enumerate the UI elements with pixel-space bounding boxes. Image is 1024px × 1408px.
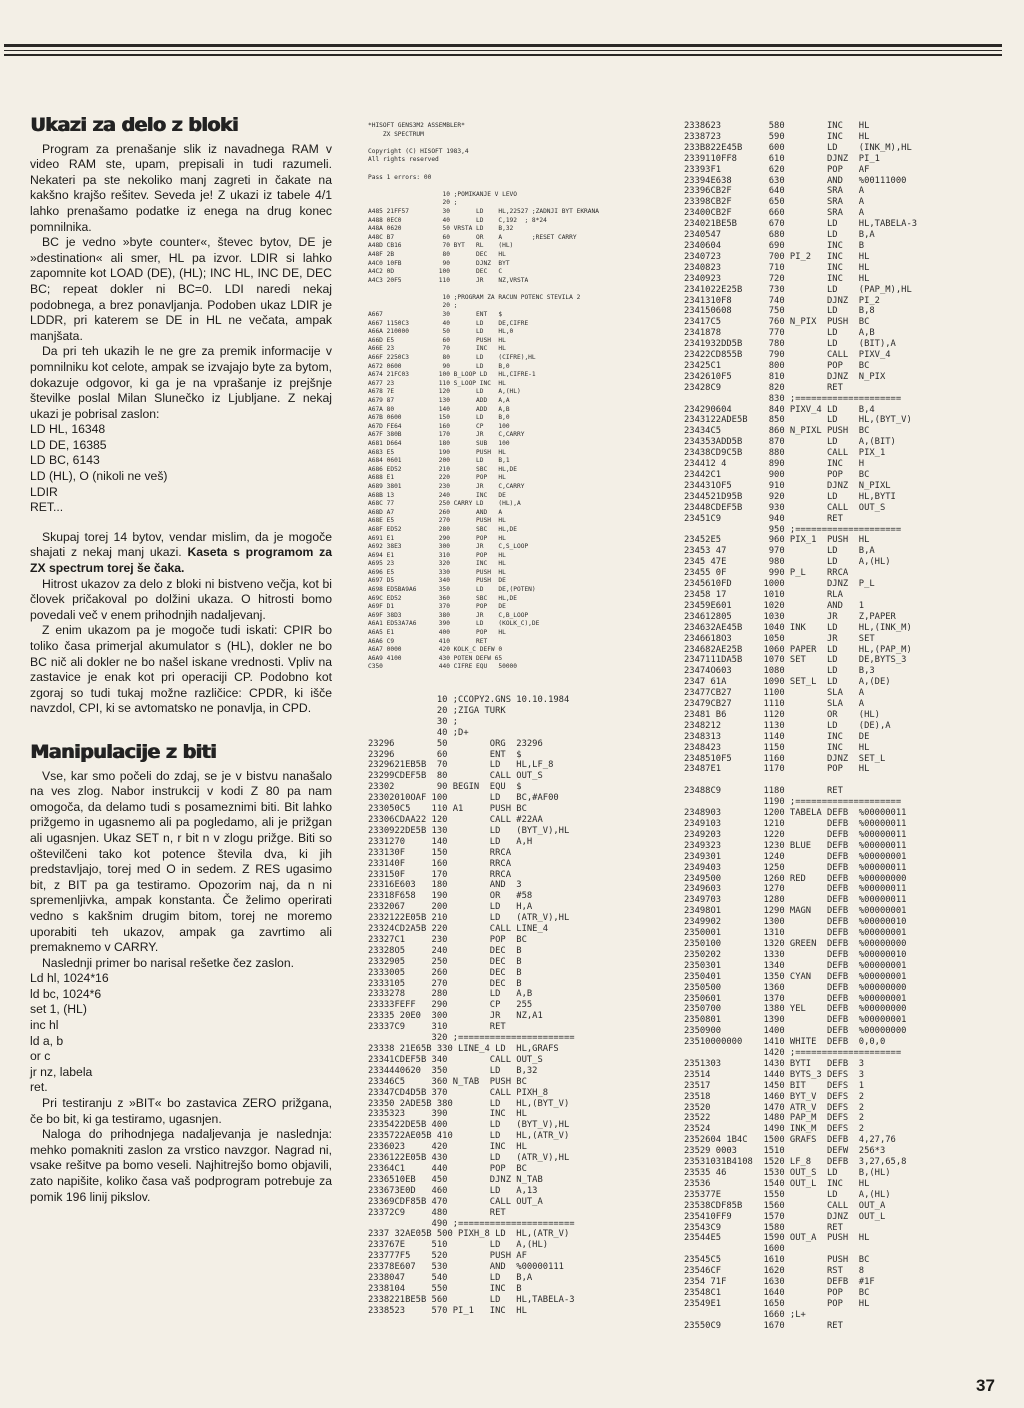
code-line: or c	[30, 1049, 51, 1064]
paragraph: Vse, kar smo počeli do zdaj, se je v bistvu nanašalo na ves zlog. Nabor instrukcij v kodi Z 80 pa nam omogoča, da delamo tudi s posameznimi biti. Bit lahko prižgemo in ugasnemo ali pa pogledamo, ali je prižgan ali ugasnjen. Ukaz SET n, r bit n v zlogu prižge. Biti so oštevilčeni tako kot potence števila dva, ki jih predstavljajo, torej med O in sedem. Z RES ugasimo bit, z BIT pa ga testiramo. Opozorim naj, da n ni spremenljivka, ampak konstanta. Če želimo operirati vedno s kakšnim drugim bitom, torej ne moremo uporabiti teh ukazov, ampak ga zavrtimo ali premaknemo v CARRY.	[30, 768, 332, 955]
article-column	[30, 114, 333, 1205]
paragraph: Z enim ukazom pa je mogoče tudi iskati: CPIR bo toliko časa primerjal akumulator s (HL), dokler ne bo BC nič ali dokler ne bo našel iskane vrednosti. Vpliv na zastavice je enak kot pri operaciji CP. Podobno kot zgoraj so tudi tukaj možne različice: CPDR, ki išče navzdol, CPI, ki se avtomatsko ne ponavlja, in CPD.	[30, 623, 332, 716]
paragraph	[30, 530, 332, 577]
paragraph-text: Skupaj torej 14 bytov, vendar mislim, da je mogoče shajati z nekaj manj ukazi.	[30, 529, 332, 560]
code-line: ld bc, 1024*6	[30, 986, 102, 1001]
code-line: LD BC, 6143	[30, 453, 100, 468]
paragraph: Program za prenašanje slik iz navadnega RAM v video RAM ste, upam, prepisali in tudi razumeli. Nekateri pa ste nekoliko manj zagreti in čakate na kakšno krajšo rešitev. Seveda je! Z ukazi iz tabele 4/1 lahko prenašamo podatke iz enega na drug konec pomnilnika.	[30, 141, 332, 234]
page-number: 37	[976, 1376, 995, 1395]
paragraph: BC je vedno »byte counter«, števec bytov, DE je »destination« ali smer, HL pa izvor. LDIR si lahko zapomnite kot LOAD (DE), (HL); INC HL, INC DE, DEC BC; repeat dokler ni BC=0. LDI naredi nekaj podobnega, a brez ponavljanja. Podoben ukaz LDIR je LDDR, pri katerem se DE in HL ne večata, ampak manjšata.	[30, 235, 332, 343]
code-line: inc hl	[30, 1018, 59, 1033]
assembler-listing-2: 10 ;CCOPY2.GNS 10.10.1984 20 ;ZIGA TURK 30 ; 40 ;D+ 23296 50 ORG 23296 23296 60 ENT $ 2329621EB5B 70 LD HL,LF_8 23299CDEF5B 80 CALL OUT_S 23302 90 BEGIN EQU $ 23302010OAF 100 LD BC,#AF00 233050C5 110 A1 PUSH BC 23306CDAA22 120 CALL #22AA 2330922DE5B 130 LD (BYT_V),HL 2331270 140 LD A,H 233130F 150 RRCA 233140F 160 RRCA 233150F 170 RRCA 23316E603 180 AND 3 23318F658 190 OR #58 2332067 200 LD H,A 2332122E05B 210 LD (ATR_V),HL 23324CD2A5B 220 CALL LINE_4 23327C1 230 POP BC 23328O5 240 DEC B 2332905 250 DEC B 2333005 260 DEC B 2333105 270 DEC B 2333278 280 LD A,B 23333FEFF 290 CP 255 23335 20E0 300 JR NZ,A1 23337C9 310 RET 320 ;====================== 23338 21E65B 330 LINE_4 LD HL,GRAFS 23341CDEF5B 340 CALL OUT_S 2334440620 350 LD B,32 23346C5 360 N_TAB PUSH BC 23347CD4D5B 370 CALL PIXH_8 23350 2ADE5B 380 LD HL,(BYT_V) 2335323 390 INC HL 2335422DE5B 400 LD (BYT_V),HL 2335722AE05B 410 LD HL,(ATR_V) 2336023 420 INC HL 2336122E05B 430 LD (ATR_V),HL 23364C1 440 POP BC 2336510EB 450 DJNZ N_TAB 233673E0D 460 LD A,13 23369CDF85B 470 CALL OUT_A 23372C9 480 RET 490 ;====================== 2337 32AE05B 500 PIXH_8 LD HL,(ATR_V) 233767E 510 LD A,(HL) 233777F5 520 PUSH AF 23378E607 530 AND %00000111 2338047 540 LD B,A 2338104 550 INC B 2338221BE5B 560 LD HL,TABELA-3 2338523 570 PI_1 INC HL	[368, 695, 575, 1316]
assembler-listing-3: 2338623 580 INC HL 2338723 590 INC HL 233B822E45B 600 LD (INK_M),HL 2339110FF8 610 DJNZ PI_1 23393F1 620 POP AF 23394E638 630 AND %00111000 23396CB2F 640 SRA A 23398CB2F 650 SRA A 23400CB2F 660 SRA A 234021BE5B 670 LD HL,TABELA-3 2340547 680 LD B,A 2340604 690 INC B 2340723 700 PI_2 INC HL 2340823 710 INC HL 2340923 720 INC HL 2341022E25B 730 LD (PAP_M),HL 2341310F8 740 DJNZ PI_2 234150608 750 LD B,8 23417C5 760 N_PIX PUSH BC 2341878 770 LD A,B 2341932DD5B 780 LD (BIT),A 23422CD855B 790 CALL PIXV_4 23425C1 800 POP BC 2342610F5 810 DJNZ N_PIX 23428C9 820 RET 830 ;==================== 234290604 840 PIXV_4 LD B,4 2343122ADE5B 850 LD HL,(BYT_V) 23434C5 860 N_PIXL PUSH BC 234353ADD5B 870 LD A,(BIT) 23438CD9C5B 880 CALL PIX_1 234412 4 890 INC H 23442C1 900 POP BC 234431OF5 910 DJNZ N_PIXL 2344521D95B 920 LD HL,BYTI 23448CDEF5B 930 CALL OUT_S 23451C9 940 RET 950 ;==================== 23452E5 960 PIX_1 PUSH HL 23453 47 970 LD B,A 2345 47E 980 LD A,(HL) 23455 0F 990 P_L RRCA 2345610FD 1000 DJNZ P_L 23458 17 1010 RLA 23459E601 1020 AND 1 234612805 1030 JR Z,PAPER 234632AE45B 1040 INK LD HL,(INK_M) 2346618O3 1050 JR SET 234682AE25B 1060 PAPER LD HL,(PAP_M) 2347111DA5B 1070 SET LD DE,BYTS_3 23474O603 1080 LD B,3 2347 61A 1090 SET_L LD A,(DE) 23477CB27 1100 SLA A 23479CB27 1110 SLA A 23481 B6 1120 OR (HL) 2348212 1130 LD (DE),A 2348313 1140 INC DE 2348423 1150 INC HL 2348510F5 1160 DJNZ SET_L 23487E1 1170 POP HL 23488C9 1180 RET 1190 ;==================== 2348903 1200 TABELA DEFB %00000011 2349103 1210 DEFB %00000011 2349203 1220 DEFB %00000011 2349323 1230 BLUE DEFB %00000011 2349301 1240 DEFB %00000001 2349403 1250 DEFB %00000011 2349500 1260 RED DEFB %00000000 2349603 1270 DEFB %00000011 2349703 1280 DEFB %00000011 23498O1 1290 MAGN DEFB %00000001 2349902 1300 DEFB %00000010 2350001 1310 DEFB %00000001 2350100 1320 GREEN DEFB %00000000 2350202 1330 DEFB %00000010 2350301 1340 DEFB %00000001 2350401 1350 CYAN DEFB %00000001 2350500 1360 DEFB %00000000 2350601 1370 DEFB %00000001 2350700 1380 YEL DEFB %00000000 2350801 1390 DEFB %00000001 2350900 1400 DEFB %00000000 23510000000 1410 WHITE DEFB 0,0,0 1420 ;==================== 2351303 1430 BYTI DEFB 3 23514 1440 BYTS_3 DEFS 3 23517 1450 BIT DEFS 1 23518 1460 BYT_V DEFS 2 23520 1470 ATR_V DEFS 2 23522 1480 PAP_M DEFS 2 23524 1490 INK_M DEFS 2 2352604 1B4C 1500 GRAFS DEFB 4,27,76 23529 0003 1510 DEFW 256*3 23531031B4108 1520 LF_8 DEFB 3,27,65,8 23535 46 1530 OUT_S LD B,(HL) 23536 1540 OUT_L INC HL 235377E 1550 LD A,(HL) 23538CDF85B 1560 CALL OUT_A 235410FF9 1570 DJNZ OUT_L 23543C9 1580 RET 23544E5 1590 OUT_A PUSH HL 1600 23545C5 1610 PUSH BC 23546CF 1620 RST 8 2354 71F 1630 DEFB #1F 23548C1 1640 POP BC 23549E1 1650 POP HL 1660 ;L+ 23550C9 1670 RET	[684, 121, 918, 1331]
code-line: LD DE, 16385	[30, 437, 107, 452]
paragraph: Pri testiranju z »BIT« bo zastavica ZERO prižgana, če bo bit, ki ga testiramo, ugasnjen.	[30, 1096, 332, 1126]
section-title-bits: Manipulacije z biti	[30, 740, 216, 763]
top-rule-thick	[4, 44, 1002, 47]
paragraph: Hitrost ukazov za delo z bloki ni bistveno večja, kot bi človek pričakoval po dolžini ukaza. O hitrosti bomo povedali več v enem prihodnjih nadaljevanj.	[30, 576, 332, 622]
code-line: LDIR	[30, 484, 58, 499]
paragraph: Naloga do prihodnjega nadaljevanja je naslednja: mehko pomakniti zaslon za vrstico navzgor. Nagrad ni, vsake rešitve pa bomo veseli. Najhitrejšo bomo objavili, zato napišite, koliko časa vaš podprogram potrebuje za pomik 196 linij pikslov.	[30, 1127, 332, 1204]
code-line: set 1, (HL)	[30, 1002, 87, 1017]
code-line: Ld hl, 1024*16	[30, 971, 109, 986]
cassette-note: Kaseta s programom za ZX spectrum torej še čaka.	[30, 545, 333, 576]
assembler-listing-1: *HISOFT GENS3M2 ASSEMBLER* ZX SPECTRUM Copyright (C) HISOFT 1983,4 All rights reserved Pass 1 errors: 00 10 ;POMIKANJE V LEVO 20 ; A485 21FF57 30 LD HL,22527 ;ZADNJI BYT EKRANA A488 0EC0 40 LD C,192 ; 8*24 A48A 0620 50 VRSTA LD B,32 A48C B7 60 OR A ;RESET CARRY A48D CB16 70 BYT RL (HL) A48F 2B 80 DEC HL A4C0 10FB 90 DJNZ BYT A4C2 0D 100 DEC C A4C3 20F5 110 JR NZ,VRSTA 10 ;PROGRAM ZA RACUN POTENC STEVILA 2 20 ; A667 30 ENT $ A667 1150C3 40 LD DE,CIFRE A66A 210000 50 LD HL,0 A66D E5 60 PUSH HL A66E 23 70 INC HL A66F 2250C3 80 LD (CIFRE),HL A672 0600 90 LD B,0 A674 21FC03 100 B_LOOP LD HL,CIFRE-1 A677 23 110 S_LOOP INC HL A678 7E 120 LD A,(HL) A679 87 130 ADD A,A A67A 80 140 ADD A,B A67B 0600 150 LD B,0 A67D FE64 160 CP 100 A67F 380B 170 JR C,CARRY A681 D664 180 SUB 100 A683 E5 190 PUSH HL A684 0601 200 LD B,1 A686 ED52 210 SBC HL,DE A688 E1 220 POP HL A689 3801 230 JR C,CARRY A68B 13 240 INC DE A68C 77 250 CARRY LD (HL),A A68D A7 260 AND A A68E E5 270 PUSH HL A68F ED52 280 SBC HL,DE A691 E1 290 POP HL A692 38E3 300 JR C,S_LOOP A694 E1 310 POP HL A695 23 320 INC HL A696 E5 330 PUSH HL A697 D5 340 PUSH DE A698 ED5BA9A6 350 LD DE,(POTEN) A69C ED52 360 SBC HL,DE A69F D1 370 POP DE A69F 38D3 380 JR C,B_LOOP A6A1 ED53A7A6 390 LD (KOLK_C),DE A6A5 E1 400 POP HL A6A6 C9 410 RET A6A7 0000 420 KOLK_C DEFW 0 A6A9 4100 430 POTEN DEFW 65 C350 440 CIFRE EQU 50000	[368, 122, 599, 671]
top-rule-thick-2	[4, 54, 1002, 56]
code-line: LD (HL), O (nikoli ne veš)	[30, 469, 168, 484]
code-line: LD HL, 16348	[30, 422, 106, 437]
code-line: jr nz, labela	[30, 1064, 93, 1079]
top-rule-thin	[4, 50, 1002, 51]
section-title-blocks: Ukazi za delo z bloki	[30, 114, 238, 136]
code-line: RET...	[30, 500, 64, 515]
paragraph: Naslednji primer bo narisal rešetke čez zaslon.	[42, 955, 294, 970]
code-line: ld a, b	[30, 1033, 64, 1048]
code-line: ret.	[30, 1080, 48, 1095]
paragraph: Da pri teh ukazih le ne gre za premik informacije v pomnilniku kot celote, ampak se izvajajo byte za bytom, dokazuje odgovor, ki ga je na vprašanje iz prejšnje številke poslal Milan Slunečko iz Ljubljane. Z nekaj ukazi je pobrisal zaslon:	[30, 344, 332, 421]
